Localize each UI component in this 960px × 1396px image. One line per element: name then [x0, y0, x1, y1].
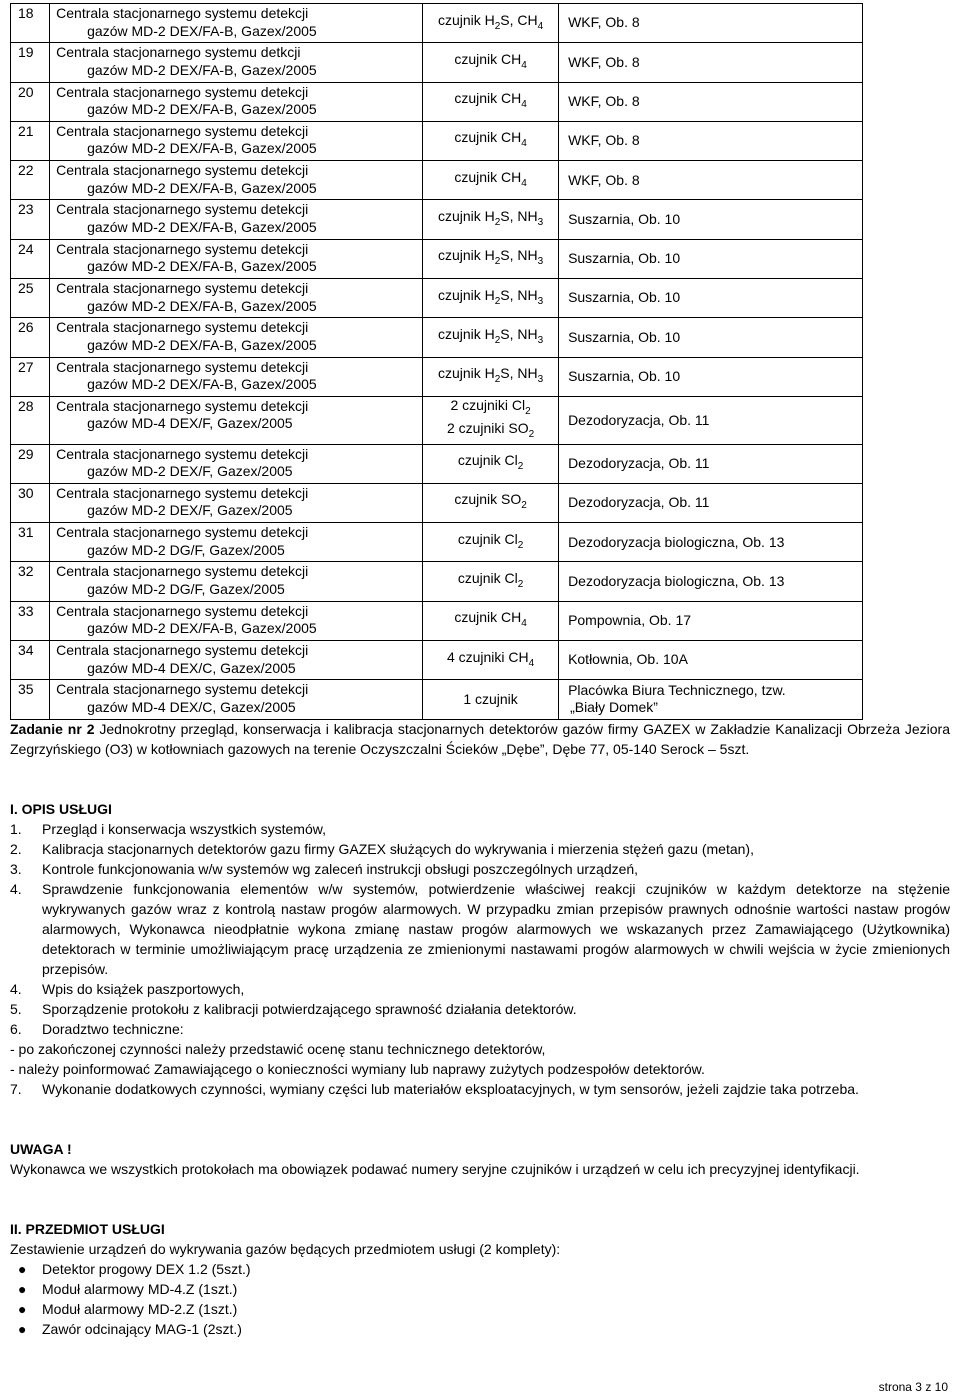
bullet-item [10, 1299, 950, 1319]
note-heading: UWAGA ! [10, 1141, 72, 1157]
sensor-cell [423, 396, 559, 444]
devices-table [10, 3, 863, 720]
section1-list [10, 819, 950, 1039]
location-line2: „Biały Domek” [570, 699, 658, 716]
device-name-line1: Centrala stacjonarnego systemu detekcji [56, 5, 309, 21]
bullet-item [10, 1279, 950, 1299]
sensor-cell [423, 4, 559, 43]
bullet-text: Zawór odcinający MAG-1 (2szt.) [42, 1321, 242, 1337]
sensor-line1: czujnik $H_2S$, $NH_3$ [437, 247, 544, 268]
location-line1: WKF, Ob. 8 [568, 53, 640, 70]
table-row [11, 279, 863, 318]
table-row [11, 239, 863, 278]
device-name-line1: Centrala stacjonarnego systemu detekcji [56, 445, 309, 462]
device-name-line2: gazów MD-2 DEX/FA-B, Gazex/2005 [87, 22, 317, 39]
location-cell [559, 200, 863, 239]
row-number: 23 [11, 200, 50, 239]
sensor-line1: czujnik $H_2S$, $NH_3$ [437, 365, 544, 385]
row-number: 18 [11, 4, 50, 43]
list-marker: 4. [10, 881, 22, 897]
device-name-line1: Centrala stacjonarnego systemu detekcji [56, 319, 309, 336]
location-cell [559, 279, 863, 318]
device-name-line2: gazów MD-4 DEX/F, Gazex/2005 [87, 415, 293, 432]
device-name-line2: gazów MD-2 DEX/FA-B, Gazex/2005 [87, 179, 317, 196]
device-name [50, 357, 423, 396]
sensor-cell [423, 444, 559, 483]
sensor-line1: czujnik $Cl_2$ [457, 530, 524, 551]
device-name-line2: gazów MD-2 DEX/FA-B, Gazex/2005 [87, 101, 317, 118]
device-name-line1: Centrala stacjonarnego systemu detekcji [56, 524, 309, 541]
location-line1: Dezodoryzacja biologiczna, Ob. 13 [568, 572, 785, 589]
sensor-cell [423, 357, 559, 396]
sensor-line1: 1 czujnik [463, 690, 518, 707]
device-name [50, 239, 423, 278]
list-item [10, 839, 950, 859]
location-cell [559, 523, 863, 562]
device-name-line1: Centrala stacjonarnego systemu detkcji [56, 44, 301, 61]
list-text: Sporządzenie protokołu z kalibracji potwierdzającego sprawność działania detektorów. [42, 1001, 577, 1017]
device-name [50, 562, 423, 601]
row-number: 34 [11, 641, 50, 680]
location-line1: Dezodoryzacja, Ob. 11 [568, 411, 710, 428]
table-row [11, 483, 863, 522]
sensor-cell [423, 82, 559, 121]
location-line1: Pompownia, Ob. 17 [568, 612, 692, 629]
table-row [11, 523, 863, 562]
device-name-line1: Centrala stacjonarnego systemu detekcji [56, 397, 309, 414]
sensor-line1: czujnik $CH_4$ [454, 168, 527, 189]
sensor-line1: czujnik $SO_2$ [454, 491, 527, 512]
sensor-line1: czujnik $CH_4$ [454, 50, 527, 71]
device-name-line2: gazów MD-2 DEX/FA-B, Gazex/2005 [87, 258, 317, 275]
list-item [10, 1079, 950, 1099]
device-name [50, 4, 423, 43]
sensor-cell [423, 523, 559, 562]
location-cell [559, 43, 863, 82]
location-cell [559, 562, 863, 601]
bullet-text: Moduł alarmowy MD-4.Z (1szt.) [42, 1281, 238, 1297]
location-line1: Suszarnia, Ob. 10 [568, 368, 681, 385]
device-name [50, 396, 423, 444]
list-marker: 4. [10, 981, 22, 997]
row-number: 21 [11, 121, 50, 160]
section2-intro: Zestawienie urządzeń do wykrywania gazów będących przedmiotem usługi (2 komplety): [10, 1241, 561, 1257]
device-name-line1: Centrala stacjonarnego systemu detekcji [56, 642, 309, 659]
page-number: strona 3 z 10 [878, 1380, 948, 1394]
list-text: Sprawdzenie funkcjonowania elementów w/w systemów, potwierdzenie właściwej reakcji czujników w każdym detektorze na stężenie wykrywanych gazów wraz z kontrolą nastaw progów alarmowych. W przypadku zmian przepisów prawnych odnośnie wartości nastaw progów alarmowych, Wykonawca nieodpłatnie wykona zmianę nastaw progów alarmowych we wskazanych przez Zamawiającego (Użytkownika) detektorach w terminie umożliwiającym pracę urządzenia ze zmienionymi nastawami progów alarmowych w chwili wejścia w życie zmienionych przepisów. [42, 881, 950, 977]
list-marker: 6. [10, 1021, 22, 1037]
table-row [11, 601, 863, 640]
sensor-line1: czujnik $CH_4$ [454, 129, 527, 150]
body-text [10, 719, 950, 1339]
location-cell [559, 357, 863, 396]
list-text: Wykonanie dodatkowych czynności, wymiany części lub materiałów eksploatacyjnych, w tym sensorów, jeżeli zajdzie taka potrzeba. [42, 1081, 859, 1097]
row-number: 26 [11, 318, 50, 357]
table-row [11, 641, 863, 680]
sensor-cell [423, 200, 559, 239]
device-name [50, 601, 423, 640]
list-text: Wpis do książek paszportowych, [42, 981, 245, 997]
device-name [50, 483, 423, 522]
table-row [11, 121, 863, 160]
location-line1: WKF, Ob. 8 [568, 92, 640, 109]
sensor-line1: czujnik $H_2S$, $CH_4$ [437, 11, 544, 32]
device-name-line2: gazów MD-4 DEX/C, Gazex/2005 [87, 698, 296, 715]
sensor-line1: 4 czujniki $CH_4$ [446, 648, 535, 669]
location-line1: Placówka Biura Technicznego, tzw. [568, 681, 786, 698]
list-marker: 2. [10, 841, 22, 857]
sensor-line1: czujnik $H_2S$, $NH_3$ [437, 286, 544, 307]
row-number: 31 [11, 523, 50, 562]
task-intro: Jednokrotny przegląd, konserwacja i kalibracja stacjonarnych detektorów gazów firmy GAZEX w Zakładzie Kanalizacji Obrzeża Jeziora Zegrzyńskiego (O3) w kotłowniach gazowych na terenie Oczyszczalni Ścieków „Dębe”, Dębe 77, 05-140 Serock – 5szt. [10, 721, 951, 757]
location-line1: Dezodoryzacja biologiczna, Ob. 13 [568, 533, 785, 550]
bullet-text: Moduł alarmowy MD-2.Z (1szt.) [42, 1301, 238, 1317]
sensor-line1: czujnik $Cl_2$ [457, 452, 524, 472]
table-row [11, 680, 863, 719]
row-number: 30 [11, 483, 50, 522]
sensor-cell [423, 239, 559, 278]
location-line1: Dezodoryzacja, Ob. 11 [568, 494, 710, 511]
sensor-cell [423, 161, 559, 200]
location-cell [559, 601, 863, 640]
sensor-cell [423, 318, 559, 357]
location-cell [559, 4, 863, 43]
location-cell [559, 641, 863, 680]
device-name-line2: gazów MD-2 DEX/FA-B, Gazex/2005 [87, 297, 317, 314]
row-number: 27 [11, 357, 50, 396]
sensor-line1: czujnik $CH_4$ [454, 90, 527, 110]
device-name-line2: gazów MD-2 DG/F, Gazex/2005 [87, 580, 285, 597]
location-line1: WKF, Ob. 8 [568, 14, 640, 31]
location-line1: WKF, Ob. 8 [568, 171, 640, 188]
device-name [50, 43, 423, 82]
sensor-cell [423, 601, 559, 640]
row-number: 20 [11, 82, 50, 121]
device-name-line2: gazów MD-2 DEX/FA-B, Gazex/2005 [87, 376, 317, 393]
sensor-cell [423, 43, 559, 82]
device-name [50, 523, 423, 562]
table-row [11, 562, 863, 601]
list-item [10, 1019, 950, 1039]
row-number: 24 [11, 239, 50, 278]
table-row [11, 200, 863, 239]
bullet-icon: ● [18, 1301, 27, 1317]
list-item [10, 879, 950, 979]
table-row [11, 43, 863, 82]
location-cell [559, 318, 863, 357]
location-cell [559, 680, 863, 719]
location-cell [559, 483, 863, 522]
device-name-line1: Centrala stacjonarnego systemu detekcji [56, 681, 309, 698]
list-marker: 5. [10, 1001, 22, 1017]
device-name-line2: gazów MD-2 DEX/FA-B, Gazex/2005 [87, 218, 317, 235]
bullet-item [10, 1259, 950, 1279]
sensor-cell [423, 121, 559, 160]
list-item [10, 859, 950, 879]
device-name [50, 318, 423, 357]
table-row [11, 357, 863, 396]
advice-line-1: - po zakończonej czynności należy przedstawić ocenę stanu technicznego detektorów, [10, 1041, 546, 1057]
bullet-icon: ● [18, 1321, 27, 1337]
device-name [50, 279, 423, 318]
location-line1: Kotłownia, Ob. 10A [568, 651, 688, 668]
device-name-line2: gazów MD-2 DEX/FA-B, Gazex/2005 [87, 620, 317, 637]
sensor-cell [423, 641, 559, 680]
table-row [11, 444, 863, 483]
device-name-line1: Centrala stacjonarnego systemu detekcji [56, 280, 309, 297]
device-name-line2: gazów MD-4 DEX/C, Gazex/2005 [87, 659, 296, 676]
section2-list [10, 1259, 950, 1339]
list-item [10, 979, 950, 999]
row-number: 35 [11, 680, 50, 719]
device-name-line1: Centrala stacjonarnego systemu detekcji [56, 201, 309, 218]
task-title: Zadanie nr 2 [10, 721, 95, 737]
sensor-line2: 2 czujniki $SO_2$ [446, 420, 535, 441]
device-name [50, 680, 423, 719]
note-text: Wykonawca we wszystkich protokołach ma obowiązek podawać numery seryjne czujników i urządzeń w celu ich precyzyjnej identyfikacji. [10, 1161, 860, 1177]
location-line1: Dezodoryzacja, Ob. 11 [568, 454, 710, 471]
device-name-line2: gazów MD-2 DEX/FA-B, Gazex/2005 [87, 336, 317, 353]
device-name-line1: Centrala stacjonarnego systemu detekcji [56, 358, 309, 375]
section2-heading: II. PRZEDMIOT USŁUGI [10, 1221, 165, 1237]
table-row [11, 82, 863, 121]
bullet-item [10, 1319, 950, 1339]
location-cell [559, 396, 863, 444]
list-marker: 7. [10, 1081, 22, 1097]
sensor-cell [423, 483, 559, 522]
device-name [50, 641, 423, 680]
device-name [50, 161, 423, 200]
table-row [11, 318, 863, 357]
device-name [50, 121, 423, 160]
list-text: Kalibracja stacjonarnych detektorów gazu firmy GAZEX służących do wykrywania i mierzenia stężeń gazu (metan), [42, 841, 754, 857]
sensor-line1: czujnik $H_2S$, $NH_3$ [437, 325, 544, 346]
location-cell [559, 121, 863, 160]
location-cell [559, 82, 863, 121]
bullet-text: Detektor progowy DEX 1.2 (5szt.) [42, 1261, 251, 1277]
location-line1: Suszarnia, Ob. 10 [568, 289, 681, 306]
list-marker: 1. [10, 821, 22, 837]
list-text: Kontrole funkcjonowania w/w systemów wg zaleceń instrukcji obsługi poszczególnych urządzeń, [42, 861, 639, 877]
row-number: 22 [11, 161, 50, 200]
device-name [50, 200, 423, 239]
device-name-line1: Centrala stacjonarnego systemu detekcji [56, 83, 309, 100]
table-row [11, 161, 863, 200]
device-name-line2: gazów MD-2 DG/F, Gazex/2005 [87, 541, 285, 558]
device-name-line2: gazów MD-2 DEX/F, Gazex/2005 [87, 502, 293, 519]
device-name-line1: Centrala stacjonarnego systemu detekcji [56, 484, 309, 501]
list-item [10, 819, 950, 839]
device-name-line1: Centrala stacjonarnego systemu detekcji [56, 122, 309, 139]
device-name-line2: gazów MD-2 DEX/FA-B, Gazex/2005 [87, 140, 317, 157]
sensor-cell [423, 680, 559, 719]
location-line1: Suszarnia, Ob. 10 [568, 328, 681, 345]
sensor-line1: czujnik $H_2S$, $NH_3$ [437, 207, 544, 228]
sensor-cell [423, 279, 559, 318]
row-number: 19 [11, 43, 50, 82]
location-line1: Suszarnia, Ob. 10 [568, 250, 681, 267]
location-line1: WKF, Ob. 8 [568, 132, 640, 149]
list-text: Przegląd i konserwacja wszystkich systemów, [42, 821, 326, 837]
row-number: 28 [11, 396, 50, 444]
advice-line-2: - należy poinformować Zamawiającego o konieczności wymiany lub naprawy zużytych podzespołów detektorów. [10, 1061, 705, 1077]
section1-heading: I. OPIS USŁUGI [10, 801, 112, 817]
device-name [50, 444, 423, 483]
bullet-icon: ● [18, 1281, 27, 1297]
row-number: 29 [11, 444, 50, 483]
table-row [11, 4, 863, 43]
sensor-line1: czujnik $CH_4$ [454, 609, 527, 630]
device-name-line1: Centrala stacjonarnego systemu detekcji [56, 602, 309, 619]
location-cell [559, 239, 863, 278]
location-cell [559, 444, 863, 483]
row-number: 33 [11, 601, 50, 640]
sensor-cell [423, 562, 559, 601]
row-number: 32 [11, 562, 50, 601]
device-name [50, 82, 423, 121]
location-line1: Suszarnia, Ob. 10 [568, 210, 681, 227]
table-row [11, 396, 863, 444]
device-name-line1: Centrala stacjonarnego systemu detekcji [56, 240, 309, 257]
list-text: Doradztwo techniczne: [42, 1021, 184, 1037]
sensor-line1: 2 czujniki $Cl_2$ [450, 396, 531, 417]
location-cell [559, 161, 863, 200]
device-name-line2: gazów MD-2 DEX/FA-B, Gazex/2005 [87, 61, 317, 78]
device-name-line1: Centrala stacjonarnego systemu detekcji [56, 563, 309, 580]
list-item [10, 999, 950, 1019]
list-marker: 3. [10, 861, 22, 877]
row-number: 25 [11, 279, 50, 318]
device-name-line1: Centrala stacjonarnego systemu detekcji [56, 162, 309, 179]
task-paragraph [10, 719, 950, 759]
sensor-line1: czujnik $Cl_2$ [457, 569, 524, 590]
bullet-icon: ● [18, 1261, 27, 1277]
device-name-line2: gazów MD-2 DEX/F, Gazex/2005 [87, 463, 293, 480]
